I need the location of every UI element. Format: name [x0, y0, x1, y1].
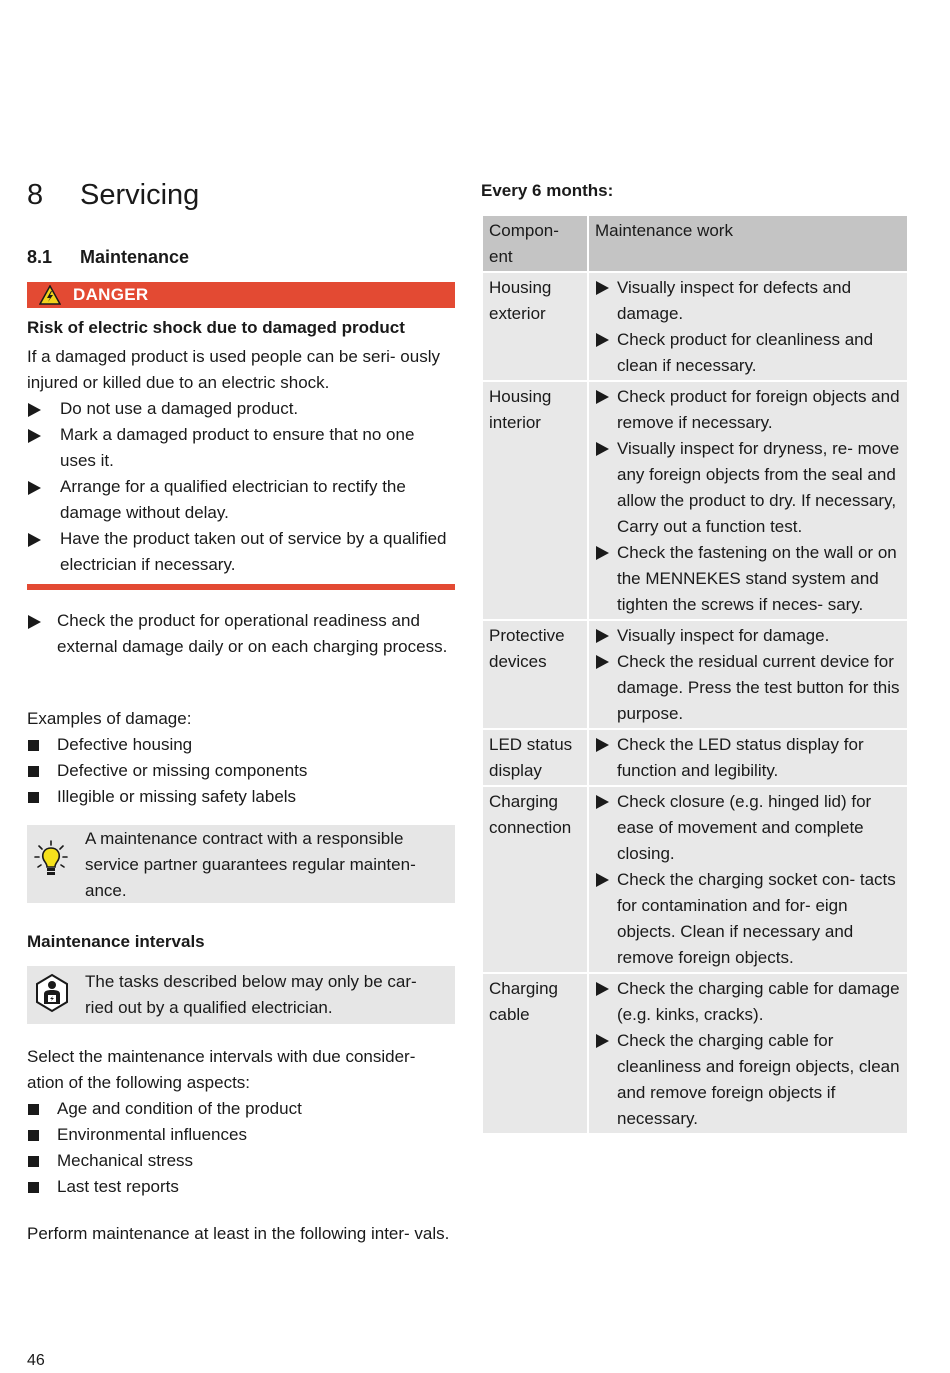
table-row: [482, 973, 908, 1134]
square-bullet-icon: [28, 1182, 39, 1193]
page-number: 46: [27, 1352, 45, 1369]
component-cell: Charging cable: [482, 973, 588, 1134]
arrow-bullet-icon: [28, 481, 41, 495]
check-instruction: Check the product for operational readiness and external damage daily or on each charging process.: [27, 608, 455, 660]
danger-divider: [27, 584, 455, 590]
list-item: Age and condition of the product: [27, 1096, 455, 1122]
lightbulb-icon: [33, 839, 69, 887]
chapter-title: Servicing: [80, 179, 200, 211]
component-cell: Charging connection: [482, 786, 588, 973]
task-item: Check the residual current device for damage. Press the test button for this purpose.: [595, 649, 901, 727]
task-item: Check closure (e.g. hinged lid) for ease of movement and complete closing.: [595, 789, 901, 867]
tasks-cell: [588, 786, 908, 973]
danger-content: [27, 315, 455, 578]
table-row: [482, 620, 908, 729]
intervals-aspects: [27, 1044, 455, 1200]
list-item: Defective or missing components: [27, 758, 455, 784]
danger-item: Do not use a damaged product.: [27, 396, 455, 422]
list-item: Last test reports: [27, 1174, 455, 1200]
intervals-heading-block: [27, 929, 455, 955]
arrow-bullet-icon: [596, 442, 609, 456]
arrow-bullet-icon: [596, 333, 609, 347]
danger-text: If a damaged product is used people can be seri- ously injured or killed due to an electric shock.: [27, 347, 440, 392]
chapter-heading: [27, 175, 199, 215]
component-cell: LED status display: [482, 729, 588, 786]
tip-note: [27, 825, 455, 903]
arrow-bullet-icon: [596, 629, 609, 643]
arrow-bullet-icon: [596, 738, 609, 752]
intervals-intro: Select the maintenance intervals with due consider- ation of the following aspects:: [27, 1047, 416, 1092]
arrow-bullet-icon: [596, 546, 609, 560]
table-row: [482, 729, 908, 786]
list-item: Mechanical stress: [27, 1148, 455, 1174]
tip-text: A maintenance contract with a responsible service partner guarantees regular mainten- ance.: [85, 829, 416, 900]
electrician-note: [27, 966, 455, 1024]
arrow-bullet-icon: [28, 429, 41, 443]
chapter-number: 8: [27, 179, 44, 211]
arrow-bullet-icon: [596, 982, 609, 996]
task-item: Check the charging cable for cleanliness and foreign objects, clean and remove foreign objects if necessary.: [595, 1028, 901, 1132]
tasks-cell: [588, 381, 908, 620]
task-item: Check the charging socket con- tacts for contamination and for- eign objects. Clean if necessary and remove foreign objects.: [595, 867, 901, 971]
table-row: [482, 272, 908, 381]
arrow-bullet-icon: [596, 655, 609, 669]
task-item: Check product for cleanliness and clean if necessary.: [595, 327, 901, 379]
square-bullet-icon: [28, 766, 39, 777]
square-bullet-icon: [28, 1156, 39, 1167]
section-heading: [27, 244, 189, 270]
danger-label: DANGER: [73, 285, 149, 304]
square-bullet-icon: [28, 740, 39, 751]
task-item: Check the fastening on the wall or on the MENNEKES stand system and tighten the screws if neces- sary.: [595, 540, 901, 618]
maintenance-table: [481, 214, 909, 1135]
electrician-icon: [33, 973, 71, 1021]
tasks-cell: [588, 729, 908, 786]
list-item: Defective housing: [27, 732, 455, 758]
danger-banner: [27, 282, 455, 308]
table-row: [482, 786, 908, 973]
arrow-bullet-icon: [28, 403, 41, 417]
danger-item: Arrange for a qualified electrician to rectify the damage without delay.: [27, 474, 455, 526]
square-bullet-icon: [28, 1130, 39, 1141]
list-item: Illegible or missing safety labels: [27, 784, 455, 810]
damage-examples: [27, 706, 455, 810]
tasks-cell: [588, 620, 908, 729]
examples-intro: Examples of damage:: [27, 709, 192, 728]
task-item: Visually inspect for defects and damage.: [595, 275, 901, 327]
header-component: Compon- ent: [482, 215, 588, 272]
section-title: Maintenance: [80, 247, 190, 267]
arrow-bullet-icon: [596, 390, 609, 404]
square-bullet-icon: [28, 792, 39, 803]
electrician-text: The tasks described below may only be car- ried out by a qualified electrician.: [85, 972, 417, 1017]
task-item: Visually inspect for dryness, re- move any foreign objects from the seal and allow the product to dry. If necessary, Carry out a function test.: [595, 436, 901, 540]
component-cell: Protective devices: [482, 620, 588, 729]
section-number: 8.1: [27, 247, 53, 267]
component-cell: Housing interior: [482, 381, 588, 620]
intervals-heading: Maintenance intervals: [27, 932, 205, 951]
danger-item: Mark a damaged product to ensure that no one uses it.: [27, 422, 455, 474]
arrow-bullet-icon: [28, 615, 41, 629]
warning-electric-icon: [39, 285, 61, 305]
arrow-bullet-icon: [596, 1034, 609, 1048]
task-item: Check the LED status display for function and legibility.: [595, 732, 901, 784]
tasks-cell: [588, 973, 908, 1134]
header-maintenance-work: Maintenance work: [588, 215, 908, 272]
task-item: Visually inspect for damage.: [595, 623, 901, 649]
list-item: Environmental influences: [27, 1122, 455, 1148]
component-cell: Housing exterior: [482, 272, 588, 381]
table-title: Every 6 months:: [481, 181, 614, 200]
arrow-bullet-icon: [596, 873, 609, 887]
arrow-bullet-icon: [596, 281, 609, 295]
danger-item: Have the product taken out of service by a qualified electrician if necessary.: [27, 526, 455, 578]
table-row: [482, 381, 908, 620]
tasks-cell: [588, 272, 908, 381]
table-header-row: [482, 215, 908, 272]
task-item: Check the charging cable for damage (e.g. kinks, cracks).: [595, 976, 901, 1028]
task-item: Check product for foreign objects and remove if necessary.: [595, 384, 901, 436]
arrow-bullet-icon: [28, 533, 41, 547]
danger-heading: Risk of electric shock due to damaged product: [27, 318, 405, 337]
square-bullet-icon: [28, 1104, 39, 1115]
arrow-bullet-icon: [596, 795, 609, 809]
intervals-closing: Perform maintenance at least in the following inter- vals.: [27, 1224, 450, 1243]
